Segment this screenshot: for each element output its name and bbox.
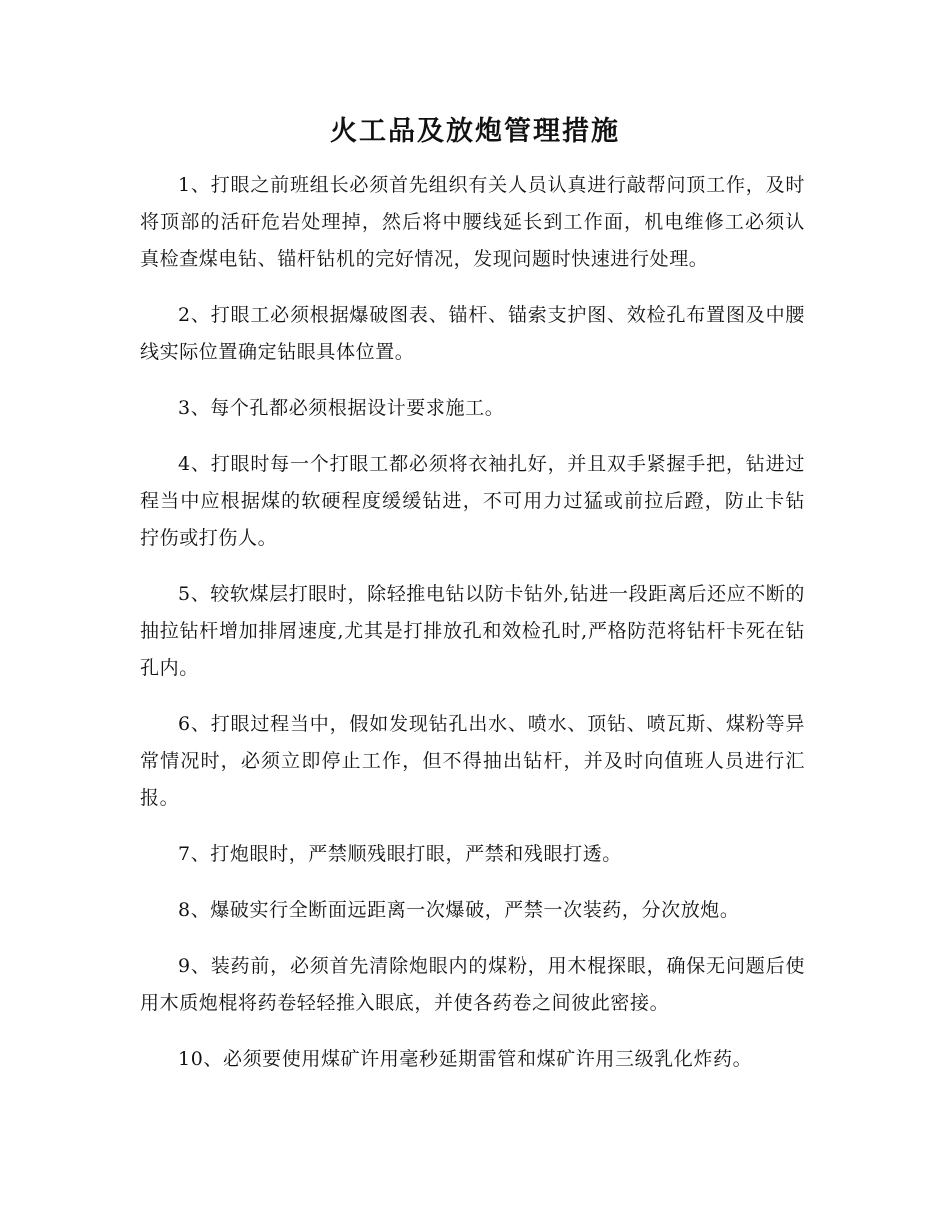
paragraph-6: 6、打眼过程当中，假如发现钻孔出水、喷水、顶钻、喷瓦斯、煤粉等异常情况时，必须立即停止工作，但不得抽出钻杆，并及时向值班人员进行汇报。	[140, 713, 805, 809]
paragraph-9: 9、装药前，必须首先清除炮眼内的煤粉，用木棍探眼，确保无问题后使用木质炮棍将药卷轻轻推入眼底，并使各药卷之间彼此密接。	[140, 955, 805, 1014]
document-body	[140, 167, 805, 1097]
paragraph-4: 4、打眼时每一个打眼工都必须将衣袖扎好，并且双手紧握手把，钻进过程当中应根据煤的软硬程度缓缓钻进，不可用力过猛或前拉后蹬，防止卡钻拧伤或打伤人。	[140, 453, 805, 549]
paragraph-5: 5、较软煤层打眼时，除轻推电钻以防卡钻外,钻进一段距离后还应不断的抽拉钻杆增加排屑速度,尤其是打排放孔和效检孔时,严格防范将钻杆卡死在钻孔内。	[140, 583, 805, 679]
paragraph-10: 10、必须要使用煤矿许用毫秒延期雷管和煤矿许用三级乳化炸药。	[178, 1048, 753, 1070]
paragraph-2: 2、打眼工必须根据爆破图表、锚杆、锚索支护图、效检孔布置图及中腰线实际位置确定钻眼具体位置。	[140, 304, 805, 363]
page-title: 火工品及放炮管理措施	[330, 116, 620, 147]
paragraph-8: 8、爆破实行全断面远距离一次爆破，严禁一次装药，分次放炮。	[178, 899, 740, 921]
paragraph-3: 3、每个孔都必须根据设计要求施工。	[178, 397, 505, 419]
paragraph-7: 7、打炮眼时，严禁顺残眼打眼，严禁和残眼打透。	[178, 843, 622, 865]
paragraph-1: 1、打眼之前班组长必须首先组织有关人员认真进行敲帮问顶工作，及时将顶部的活矸危岩处理掉，然后将中腰线延长到工作面，机电维修工必须认真检查煤电钻、锚杆钻机的完好情况，发现问题时快速进行处理。	[140, 174, 805, 270]
